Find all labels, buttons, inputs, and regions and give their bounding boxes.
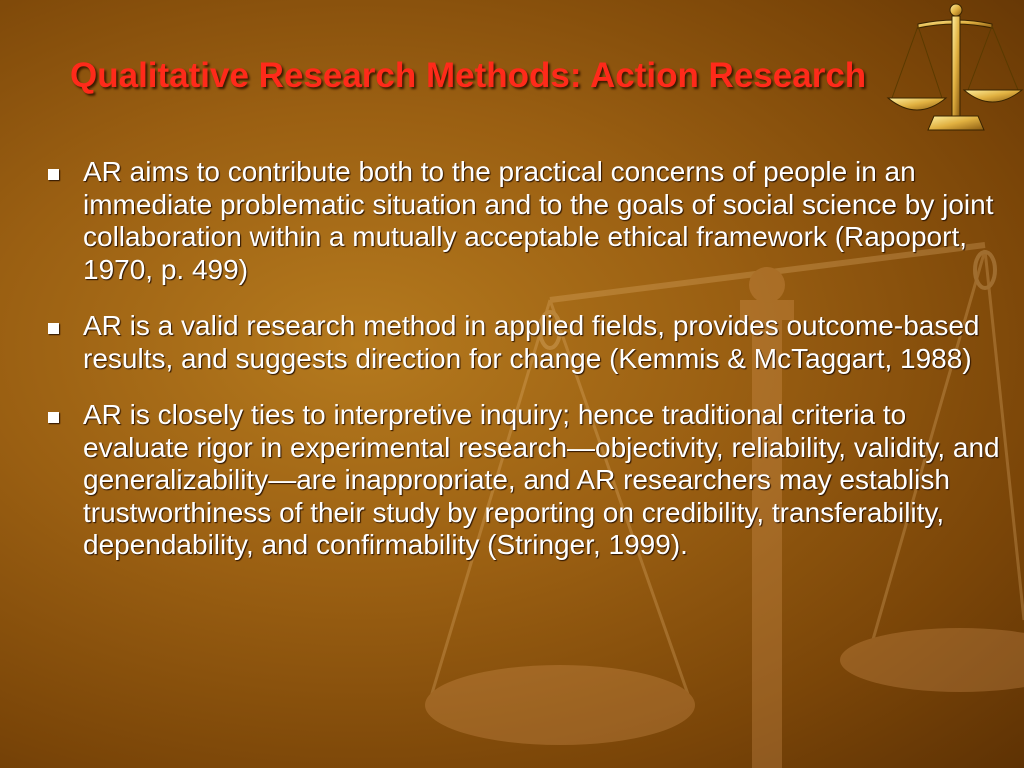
scales-of-justice-icon bbox=[884, 2, 1024, 136]
bullet-item bbox=[48, 156, 1018, 286]
slide-title: Qualitative Research Methods: Action Research bbox=[70, 56, 867, 95]
square-bullet-icon bbox=[48, 169, 59, 180]
bullet-list bbox=[48, 156, 1018, 586]
bullet-text: AR is closely ties to interpretive inquiry; hence traditional criteria to evaluate rigor in experimental research—objectivity, reliability, validity, and generalizability—are inappropriate, and AR researchers may establish trustworthiness of their study by reporting on credibility, transferability, dependability, and confirmability (Stringer, 1999). bbox=[83, 399, 1000, 560]
bullet-text: AR is a valid research method in applied fields, provides outcome-based results, and suggests direction for change (Kemmis & McTaggart, 1988) bbox=[83, 310, 980, 374]
square-bullet-icon bbox=[48, 323, 59, 334]
bullet-item bbox=[48, 310, 1018, 375]
bullet-item bbox=[48, 399, 1018, 562]
square-bullet-icon bbox=[48, 412, 59, 423]
bullet-text: AR aims to contribute both to the practical concerns of people in an immediate problematic situation and to the goals of social science by joint collaboration within a mutually acceptable ethical framework (Rapoport, 1970, p. 499) bbox=[83, 156, 994, 285]
